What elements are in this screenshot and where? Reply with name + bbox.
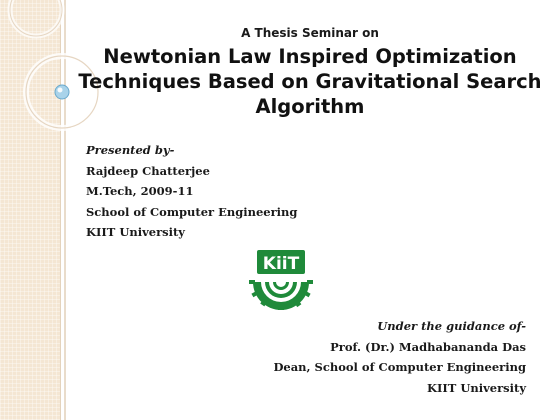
presented-by-label: Presented by- [86,143,175,157]
thesis-title [70,44,550,119]
presenter-school: School of Computer Engineering [86,204,298,219]
presenter-name: Rajdeep Chatterjee [86,163,210,178]
title-line: Techniques Based on Gravitational Search [78,70,542,93]
presenter-university: KIIT University [86,225,185,239]
guidance-block [273,316,526,398]
presenter-program: M.Tech, 2009-11 [86,184,194,198]
guide-university: KIIT University [427,380,526,395]
guide-name: Prof. (Dr.) Madhabananda Das [330,339,526,354]
kiit-gear-logo-icon [247,248,315,310]
guidance-label: Under the guidance of- [377,319,526,333]
title-line: Newtonian Law Inspired Optimization [103,45,517,68]
title-line: Algorithm [255,95,365,118]
logo-text: KiiT [262,254,300,274]
title-block [70,26,550,119]
seminar-kicker: A Thesis Seminar on [241,26,379,40]
guide-role: Dean, School of Computer Engineering [273,360,526,374]
presenter-block [86,140,297,243]
